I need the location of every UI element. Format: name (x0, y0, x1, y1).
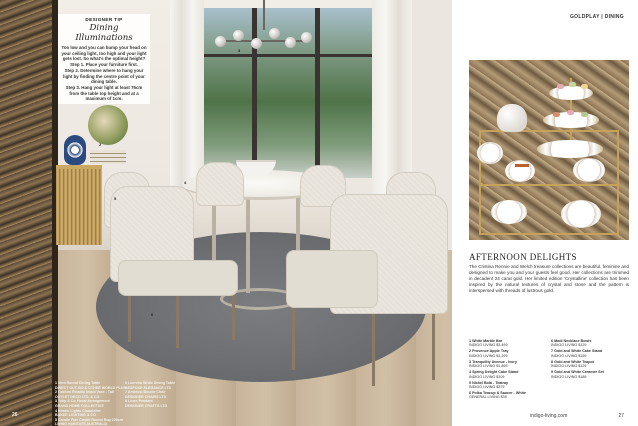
product-price: GENERAL LIVING $39 (469, 395, 507, 400)
chair-seat (118, 260, 238, 296)
curtain-left (170, 0, 204, 190)
tip-line: gets lost. So what's the optimal height? (62, 56, 146, 62)
tip-line: Step 2. Determine where to hang your (64, 67, 144, 73)
tip-line: your ceiling light, too high and your light (61, 50, 147, 56)
tip-text (61, 45, 147, 102)
white-teapot (497, 104, 527, 132)
macaron (581, 112, 588, 117)
product-name: 4 Spring Delight Cake Stand (469, 370, 519, 375)
section-title: AFTERNOON DELIGHTS (469, 252, 577, 262)
tip-line: Step 3. Hang your light at least 76cm (65, 84, 143, 90)
stacked-books (90, 150, 126, 164)
product-name: 5 Nickel Bola - Teatray (469, 380, 509, 385)
gold-wall-panel (0, 0, 56, 426)
lower-plate (491, 200, 527, 224)
product-name: 7 Gold and White Cake Stand (551, 349, 603, 354)
tip-kicker: DESIGNER TIP (85, 17, 123, 22)
caption-line: 4 Nordic Lights Chandelier (55, 408, 101, 413)
caption-column (125, 381, 245, 409)
product-price: INDIGO LIVING $1,895 (469, 364, 508, 369)
tip-line: Step 1. Place your furniture first. (70, 62, 138, 68)
designer-tip-box (58, 14, 150, 104)
caption-line: GRAND HOME COLLECTIVE (55, 403, 104, 408)
right-page-number: 27 (618, 413, 624, 419)
chandelier-rod (263, 0, 265, 30)
chandelier (215, 28, 313, 54)
photo-marker: 5 (114, 196, 117, 201)
tip-line: Too low and you can bump your head on (61, 45, 147, 50)
product-name: 2 Provence Apple Tray (469, 349, 509, 354)
macaron (581, 84, 588, 89)
caption-line: BAKER LIGHTING & CO (55, 413, 96, 418)
photo-marker: 2 (99, 142, 102, 147)
product-price: INDIGO LIVING $379 (469, 385, 505, 390)
product-price: INDIGO LIVING $109 (469, 374, 505, 379)
caption-line: 1 Vera Round Dining Table (55, 381, 101, 385)
footer-url-link[interactable]: indigo-living.com (530, 413, 568, 419)
product-name: 3 Tranquility Avenue - Ivory (469, 359, 517, 364)
tea-cart-photo (469, 60, 629, 240)
caption-line: 3 Tulip & Co Floral Arrangement (55, 399, 110, 404)
photo-marker: 6 (151, 312, 154, 317)
tip-title: Dining Illuminations (75, 23, 133, 43)
cake-stand-tier (537, 140, 603, 158)
product-price: INDIGO LIVING $3,499 (469, 343, 508, 348)
dining-chair (196, 162, 244, 206)
caption-line: DIRECT OUT-GO & OTHER WORLD PLUS (55, 385, 126, 390)
macaron (553, 112, 560, 117)
macaron (557, 84, 564, 89)
product-name: 6 Polka Teacup & Saucer - White (469, 391, 526, 396)
product-column (551, 339, 629, 381)
tip-line: dining table. (91, 79, 117, 85)
caption-line: OUTLET DECO LTD. & CO (55, 394, 100, 399)
macaron (569, 82, 576, 87)
caption-line: DESIGNER CRAFTS LTD (125, 403, 168, 408)
product-price: INDIGO LIVING $1,299 (469, 353, 508, 358)
macaron (567, 110, 574, 115)
caption-line: BESPOKE ELEGANCE LTD (125, 385, 172, 390)
product-column (469, 339, 547, 401)
chair-seat (286, 250, 378, 308)
product-price: INDIGO LIVING $129 (551, 343, 587, 348)
product-price: INDIGO LIVING $129 (551, 364, 587, 369)
gold-console-table (56, 165, 102, 245)
window-mullion (315, 8, 320, 178)
product-name: 8 Gold and White Teapot (551, 359, 594, 364)
blue-white-vase (64, 135, 86, 165)
table-leg (246, 198, 250, 293)
product-price: INDIGO LIVING $189 (551, 374, 587, 379)
saucer (573, 158, 605, 182)
left-page-number: 26 (12, 412, 18, 418)
tip-line: light by finding the centre point of your (63, 73, 145, 79)
tip-line: from the table top height and at a (69, 90, 139, 96)
caption-line: 2 Caelum Rinaldo Inlaid Vase - Tall (55, 390, 114, 395)
section-body: The Cristina Rennie and Welch treasure collections are beautiful, feminine and designed to make you and your guests feel good. Her collections are trimmed in decadent 24 carat gold. Her limited edition 'Crystalline' collection has been inspired by the natural textures of crystal and stone and the pattern is interspersed with threads of lustrous gold. (469, 264, 629, 294)
cart-shelf (479, 184, 619, 186)
floral-arrangement (88, 105, 128, 145)
running-head: GOLDPLAY | DINING (569, 14, 624, 20)
right-page (452, 0, 638, 426)
photo-marker: 3 (238, 48, 241, 53)
caption-line: 7 Ambrosi Boucle Chair (125, 390, 166, 395)
photo-marker: 4 (184, 180, 187, 185)
caption-line: 6 Lucretia White Dining Table (125, 381, 176, 385)
caption-line: 5 Candle Flax Cream Round Rug 200cm (55, 417, 123, 422)
caption-line: 8 Linen Pendant (125, 399, 153, 404)
product-price: INDIGO LIVING $159 (551, 353, 587, 358)
curtain-right (372, 0, 412, 200)
product-name: 1 White Marble Bar (469, 339, 503, 343)
tip-line: maximum of 1cm. (85, 96, 123, 102)
product-name: 6 Madi Necklace Bowls (551, 339, 592, 343)
lower-plate (561, 200, 601, 228)
saucer (477, 142, 503, 164)
caption-line: LIVING HABITATS AUSTRALIA (55, 422, 108, 426)
product-name: 9 Gold and White Creamer Set (551, 370, 604, 375)
caption-line: DESIGNER CHAIRS LTD (125, 394, 167, 399)
window-transom (200, 54, 390, 57)
